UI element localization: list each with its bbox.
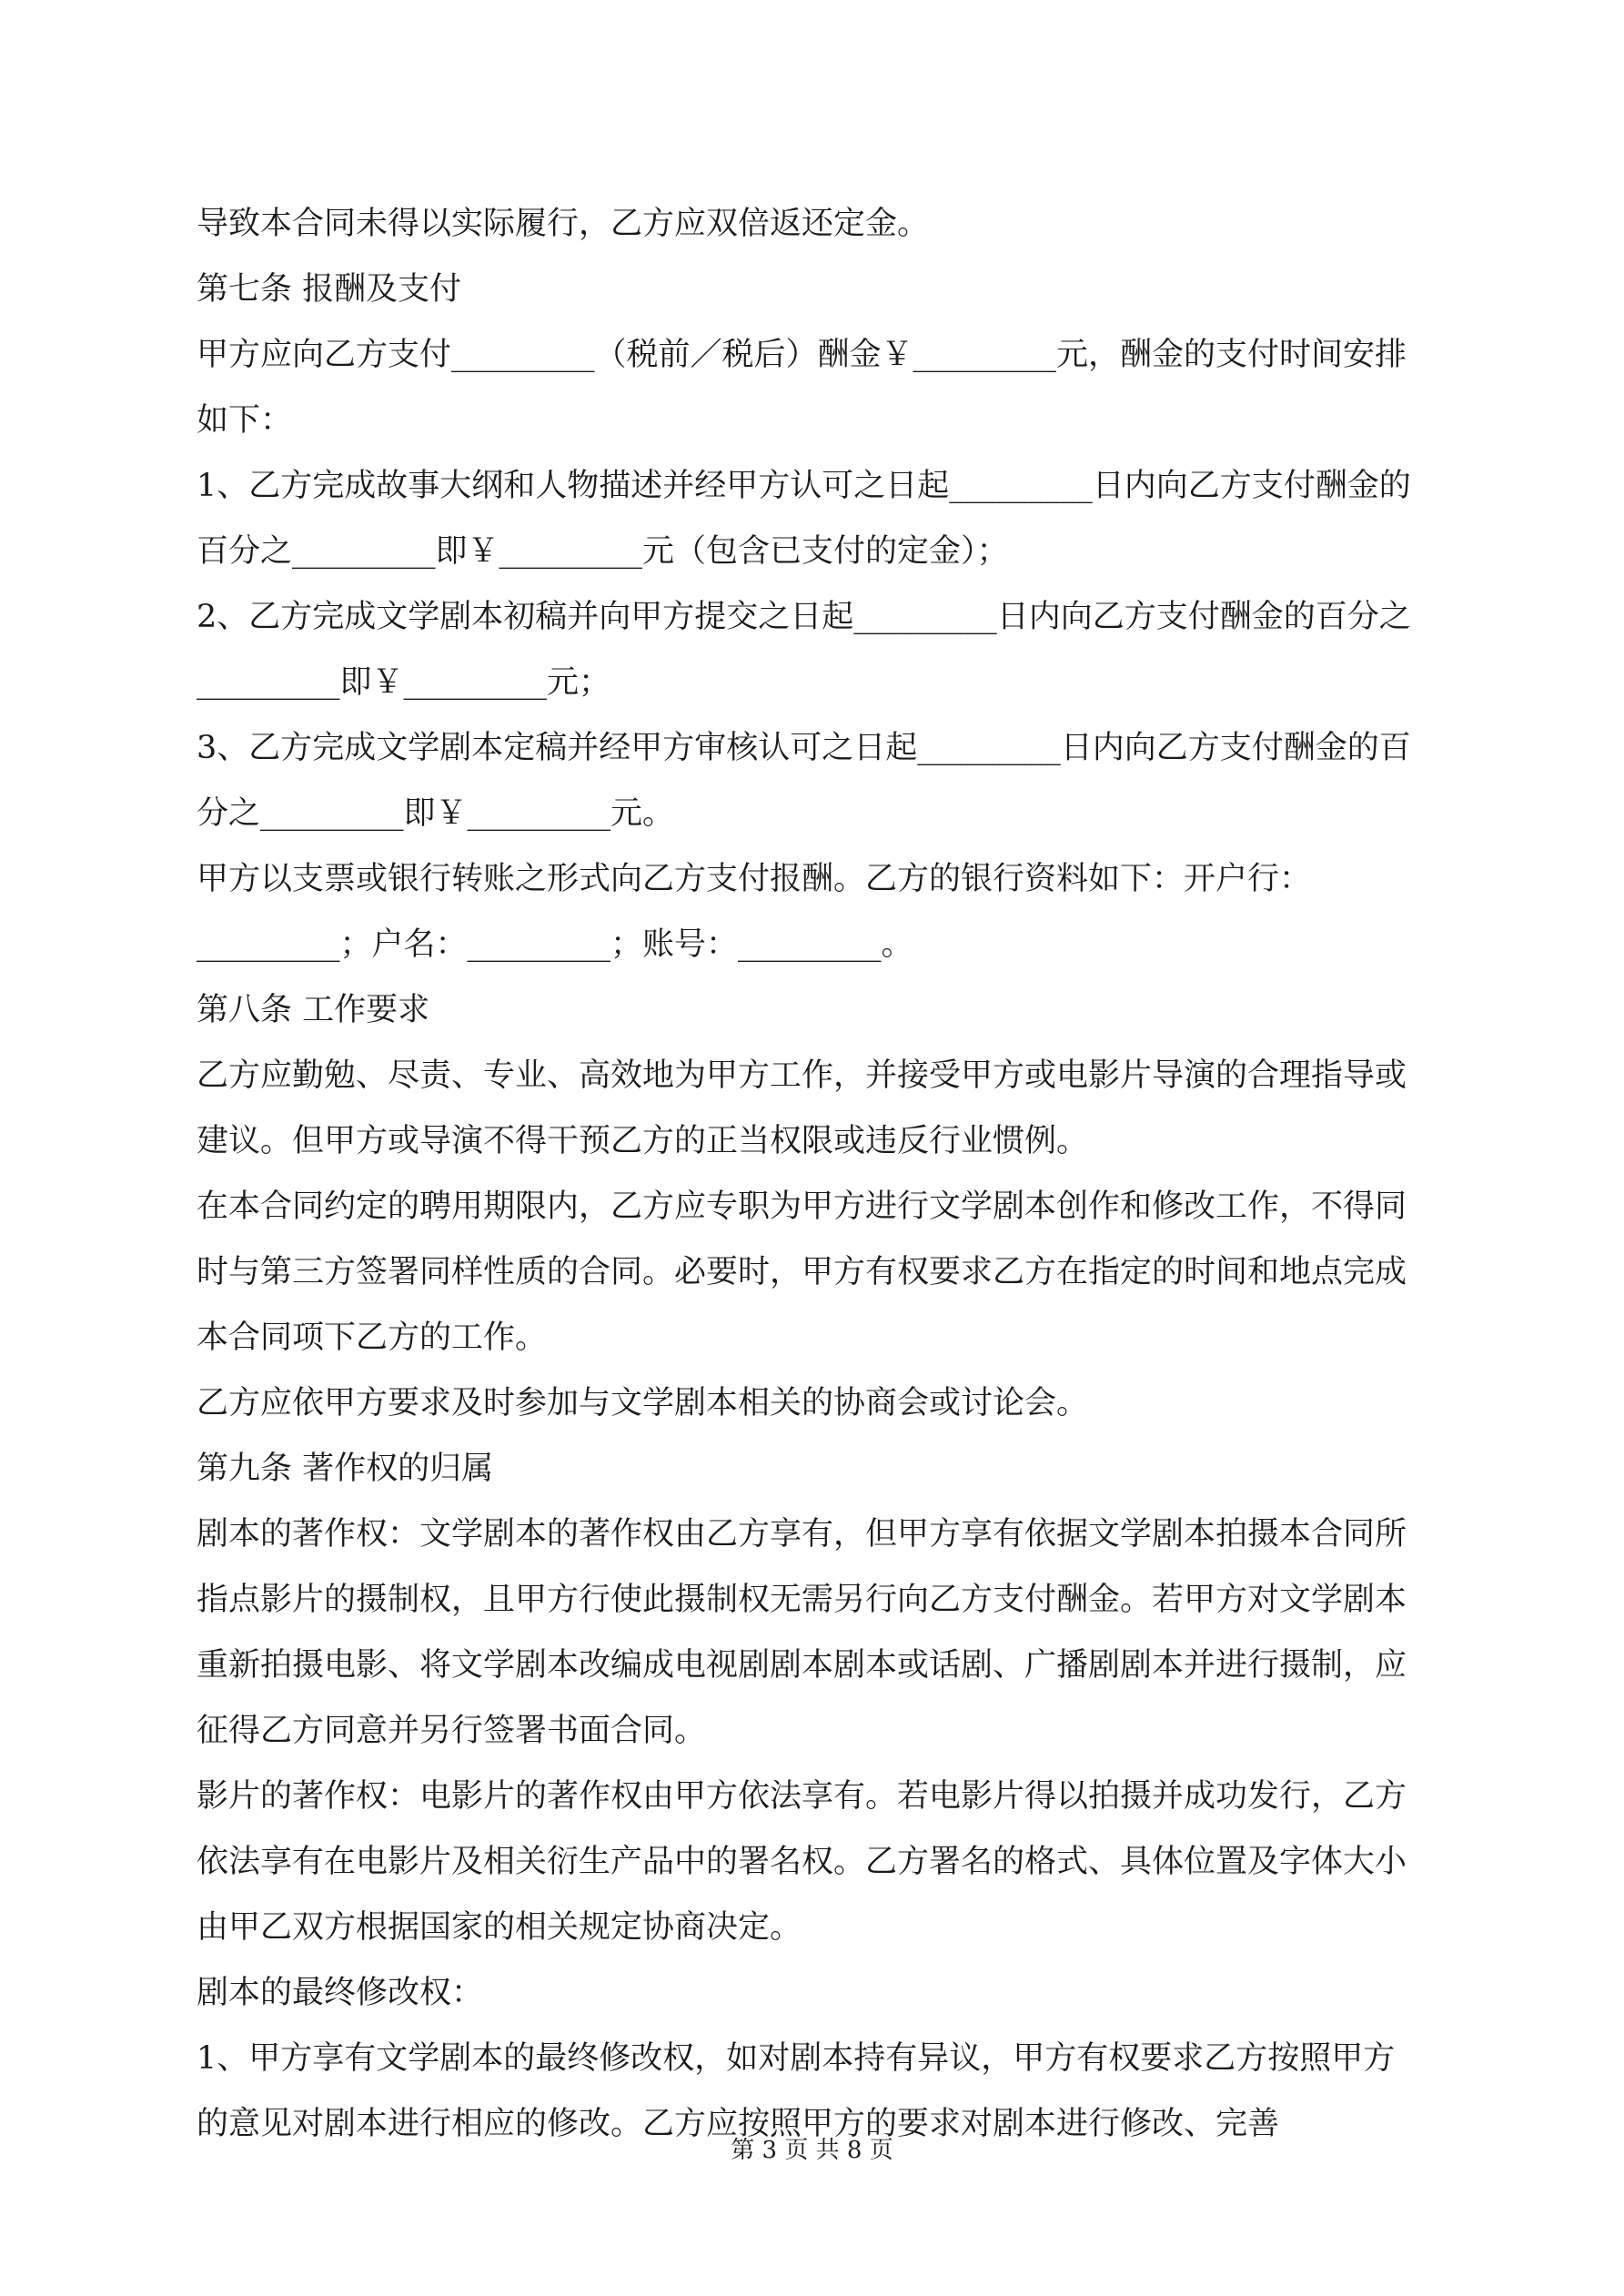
text-line: 剧本的最终修改权： xyxy=(197,1975,484,2011)
text-line: 本合同项下乙方的工作。 xyxy=(197,1320,548,1356)
text-line: 征得乙方同意并另行签署书面合同。 xyxy=(197,1713,707,1749)
text-line: 建议。但甲方或导演不得干预乙方的正当权限或违反行业惯例。 xyxy=(197,1123,1089,1159)
text-line: 乙方应依甲方要求及时参加与文学剧本相关的协商会或讨论会。 xyxy=(197,1385,1089,1421)
section-heading-article-9: 第九条 著作权的归属 xyxy=(197,1451,494,1487)
text-line: 分之_________即￥_________元。 xyxy=(197,795,675,832)
text-line: 重新拍摄电影、将文学剧本改编成电视剧剧本剧本或话剧、广播剧剧本并进行摄制，应 xyxy=(197,1647,1407,1684)
text-line: 依法享有在电影片及相关衍生产品中的署名权。乙方署名的格式、具体位置及字体大小 xyxy=(197,1844,1407,1880)
text-line: 时与第三方签署同样性质的合同。必要时，甲方有权要求乙方在指定的时间和地点完成 xyxy=(197,1254,1407,1290)
section-heading-article-7: 第七条 报酬及支付 xyxy=(197,271,462,308)
text-line: 如下： xyxy=(197,402,293,439)
text-line: 指点影片的摄制权，且甲方行使此摄制权无需另行向乙方支付酬金。若甲方对文学剧本 xyxy=(197,1582,1407,1618)
text-line: 导致本合同未得以实际履行，乙方应双倍返还定金。 xyxy=(197,206,930,242)
text-line: 3、乙方完成文学剧本定稿并经甲方审核认可之日起_________日内向乙方支付酬金的百 xyxy=(197,730,1411,766)
text-line: 剧本的著作权：文学剧本的著作权由乙方享有，但甲方享有依据文学剧本拍摄本合同所 xyxy=(197,1516,1407,1553)
text-line: 甲方以支票或银行转账之形式向乙方支付报酬。乙方的银行资料如下：开户行： xyxy=(197,861,1312,897)
section-heading-article-8: 第八条 工作要求 xyxy=(197,992,430,1028)
text-line: 甲方应向乙方支付_________（税前／税后）酬金￥_________元，酬金的支付时间安排 xyxy=(197,337,1407,373)
text-line: 百分之_________即￥_________元（包含已支付的定金）； xyxy=(197,533,1009,570)
text-line: 的意见对剧本进行相应的修改。乙方应按照甲方的要求对剧本进行修改、完善 xyxy=(197,2106,1280,2142)
text-line: 在本合同约定的聘用期限内，乙方应专职为甲方进行文学剧本创作和修改工作，不得同 xyxy=(197,1188,1407,1225)
text-line: 由甲乙双方根据国家的相关规定协商决定。 xyxy=(197,1909,802,1946)
document-body xyxy=(197,191,1443,2157)
text-line: 乙方应勤勉、尽责、专业、高效地为甲方工作，并接受甲方或电影片导演的合理指导或 xyxy=(197,1057,1407,1094)
text-line: 1、甲方享有文学剧本的最终修改权，如对剧本持有异议，甲方有权要求乙方按照甲方 xyxy=(197,2040,1396,2077)
text-line: 1、乙方完成故事大纲和人物描述并经甲方认可之日起_________日内向乙方支付酬金的 xyxy=(197,468,1411,504)
text-line: 影片的著作权：电影片的著作权由甲方依法享有。若电影片得以拍摄并成功发行，乙方 xyxy=(197,1778,1407,1815)
page-number-footer: 第 3 页 共 8 页 xyxy=(731,2137,893,2164)
text-line: _________即￥_________元； xyxy=(197,664,611,701)
text-line: 2、乙方完成文学剧本初稿并向甲方提交之日起_________日内向乙方支付酬金的百分之 xyxy=(197,599,1411,635)
text-line: _________；户名：_________；账号：_________。 xyxy=(197,926,913,963)
